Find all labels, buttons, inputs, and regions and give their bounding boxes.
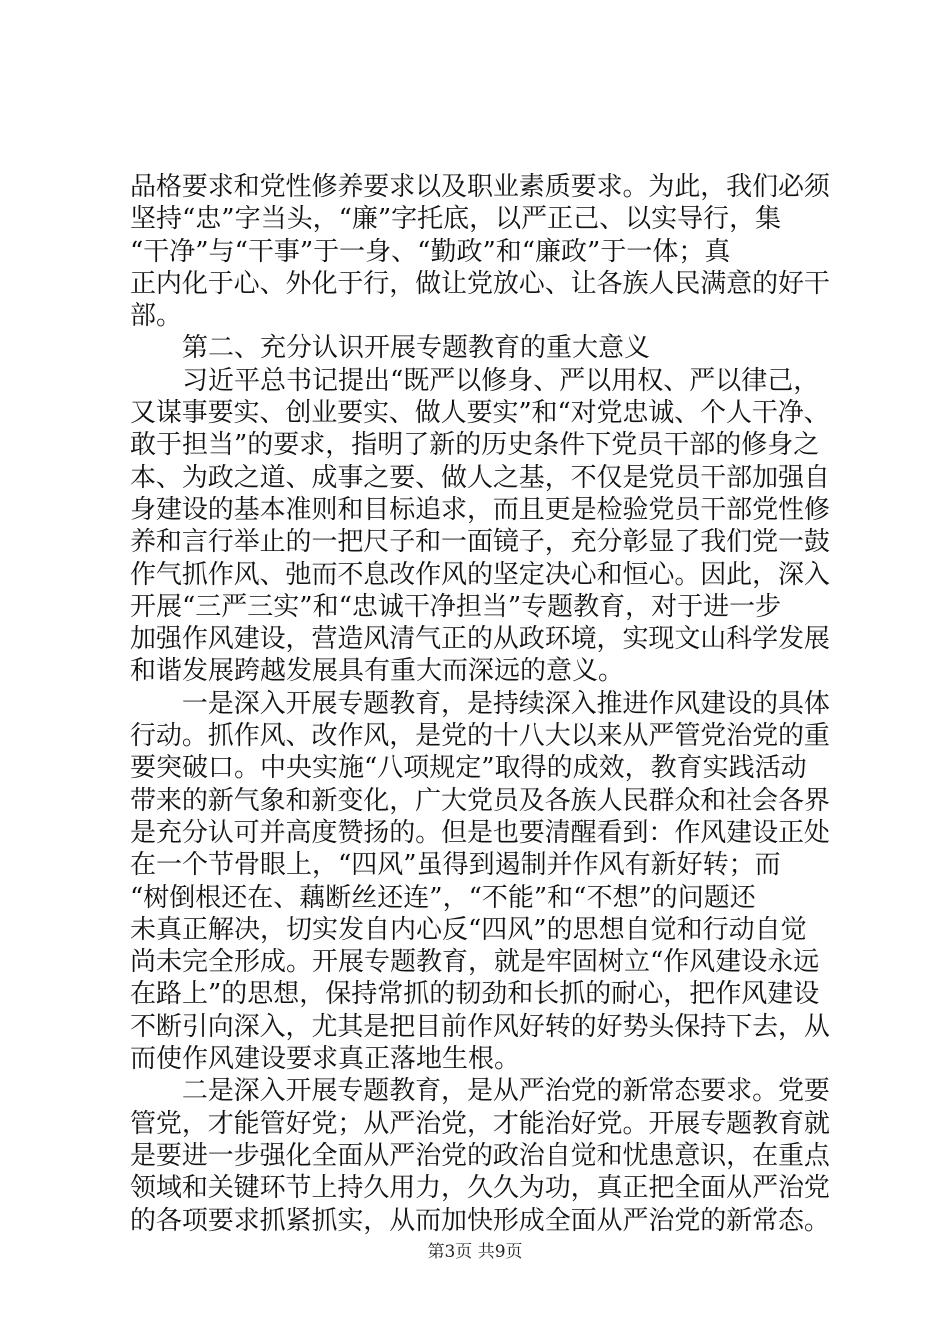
text-line: 正内化于心、外化于行，做让党放心、让各族人民满意的好干 [130,268,830,299]
text-line: 又谋事要实、创业要实、做人要实”和“对党忠诚、个人干净、 [130,398,830,429]
text-line: 不断引向深入，尤其是把目前作风好转的好势头保持下去，从 [130,1011,830,1042]
text-line: 本、为政之道、成事之要、做人之基，不仅是党员干部加强自 [130,462,830,493]
text-line: 未真正解决，切实发自内心反“四风”的思想自觉和行动自觉 [130,914,807,945]
text-line: 管党，才能管好党；从严治党，才能治好党。开展专题教育就 [130,1108,830,1139]
text-line: 领域和关键环节上持久用力，久久为功，真正把全面从严治党 [130,1173,830,1204]
text-line: 习近平总书记提出“既严以修身、严以用权、严以律己， [130,365,820,396]
text-line: 带来的新气象和新变化，广大党员及各族人民群众和社会各界 [130,785,830,816]
text-line: 加强作风建设，营造风清气正的从政环境，实现文山科学发展 [130,624,830,655]
text-line: 部。 [130,301,183,332]
text-line: 作气抓作风、弛而不息改作风的坚定决心和恒心。因此，深入 [130,559,830,590]
text-line: 行动。抓作风、改作风，是党的十八大以来从严管党治党的重 [130,721,830,752]
text-line: 的各项要求抓紧抓实，从而加快形成全面从严治党的新常态。 [130,1205,830,1236]
text-line: 坚持“忠”字当头，“廉”字托底，以严正己、以实导行，集 [130,204,782,235]
text-line: 开展“三严三实”和“忠诚干净担当”专题教育，对于进一步 [130,591,782,622]
text-line: 一是深入开展专题教育，是持续深入推进作风建设的具体 [130,688,830,719]
text-line: 在路上”的思想，保持常抓的韧劲和长抓的耐心，把作风建设 [130,979,820,1010]
text-line: 在一个节骨眼上，“四风”虽得到遏制并作风有新好转；而 [130,850,781,881]
text-line: 尚未完全形成。开展专题教育，就是牢固树立“作风建设永远 [130,947,820,978]
text-line: 身建设的基本准则和目标追求，而且更是检验党员干部党性修 [130,494,830,525]
body-text [130,171,830,1237]
text-line: “树倒根还在、藕断丝还连”，“不能”和“不想”的问题还 [130,882,756,913]
text-line: 而使作风建设要求真正落地生根。 [130,1044,521,1075]
text-line: 和谐发展跨越发展具有重大而深远的意义。 [130,656,625,687]
text-line: 要突破口。中央实施“八项规定”取得的成效，教育实践活动 [130,753,807,784]
text-line: 敢于担当”的要求，指明了新的历史条件下党员干部的修身之 [130,430,820,461]
text-line: 第二、充分认识开展专题教育的重大意义 [130,333,651,364]
text-line: “干净”与“干事”于一身、“勤政”和“廉政”于一体；真 [130,236,731,267]
text-line: 是充分认可并高度赞扬的。但是也要清醒看到：作风建设正处 [130,817,830,848]
page-footer: 第3页 共9页 [427,1242,523,1262]
text-line: 品格要求和党性修养要求以及职业素质要求。为此，我们必须 [130,172,830,202]
text-line: 二是深入开展专题教育，是从严治党的新常态要求。党要 [130,1076,830,1107]
text-line: 是要进一步强化全面从严治党的政治自觉和忧患意识，在重点 [130,1140,830,1171]
text-line: 养和言行举止的一把尺子和一面镜子，充分彰显了我们党一鼓 [130,527,830,558]
